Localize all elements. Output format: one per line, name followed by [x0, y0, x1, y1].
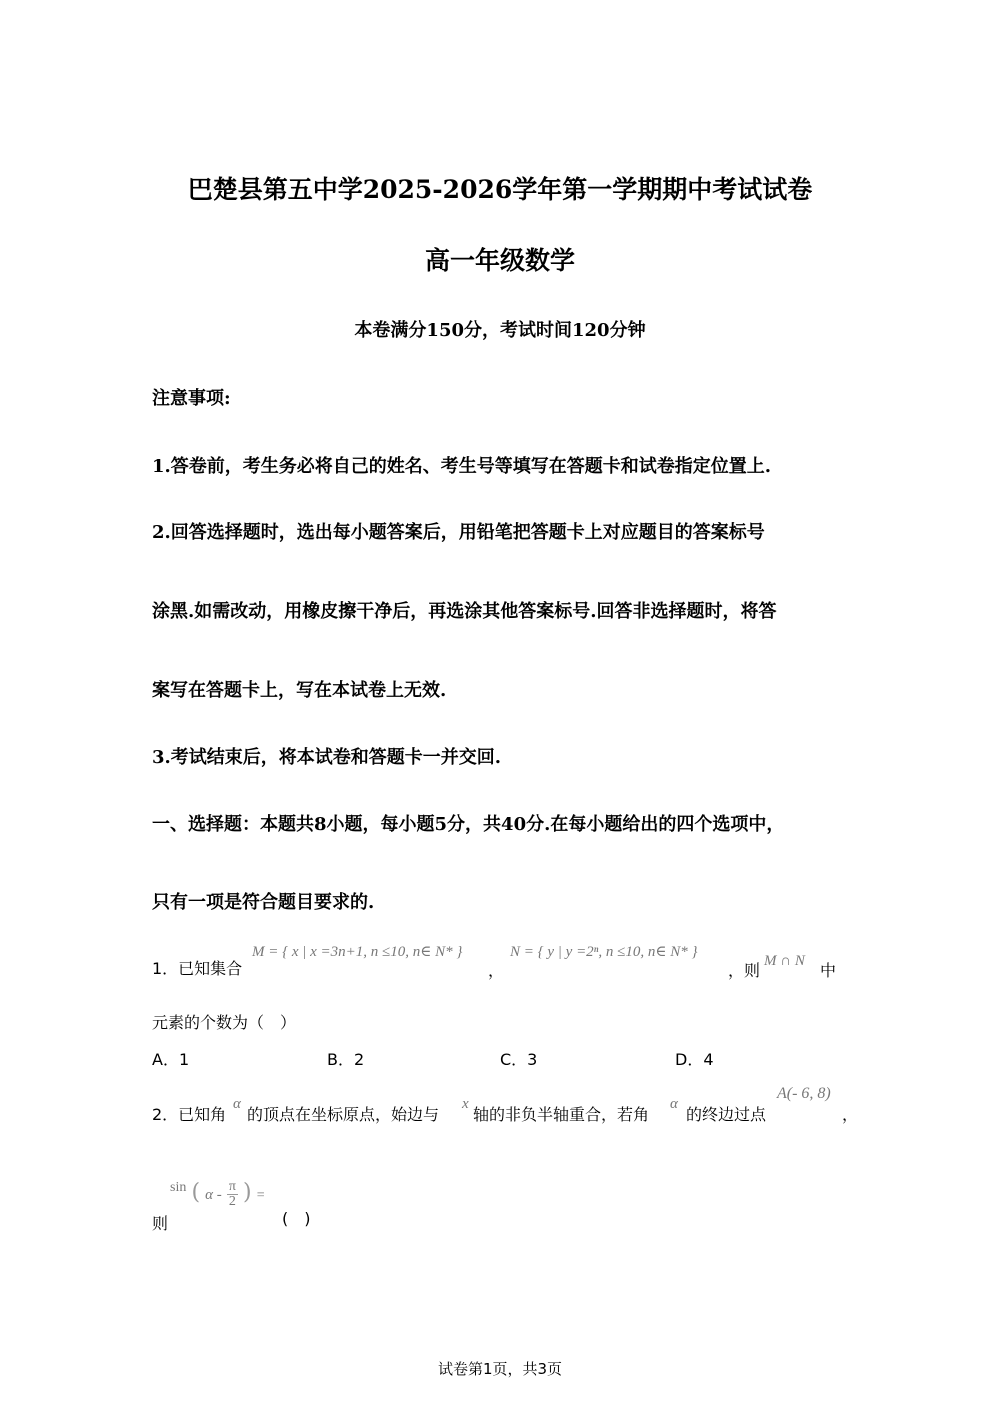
section-1-heading-line-2: 只有一项是符合题目要求的. [152, 892, 375, 913]
q1-zhong: 中 [820, 961, 837, 980]
page-footer: 试卷第1页，共3页 [437, 1360, 563, 1378]
q1-option-c: C．3 [500, 1050, 538, 1069]
q2-text-2: 轴的非负半轴重合，若角 [473, 1105, 650, 1124]
q2-answer-paren: ( ) [282, 1209, 311, 1228]
notice-item-2-line-1: 2.回答选择题时，选出每小题答案后，用铅笔把答题卡上对应题目的答案标号 [152, 522, 765, 543]
notice-item-2-line-2: 涂黑.如需改动，用橡皮擦干净后，再选涂其他答案标号.回答非选择题时，将答 [152, 601, 777, 622]
q2-ze: 则 [152, 1214, 169, 1233]
q2-text-3: 的终边过点 [686, 1105, 767, 1124]
q2-pi-over-two [227, 1180, 238, 1209]
exam-title: 巴楚县第五中学2025-2026学年第一学期期中考试试卷 [187, 175, 813, 204]
q2-alpha-2: α [670, 1096, 678, 1112]
q2-pi: π [228, 1179, 236, 1194]
q1-set-n: N = { y | y =2ⁿ, n ≤10, n∈ N* } [510, 944, 698, 960]
q1-then: ，则 [728, 961, 761, 980]
q2-two: 2 [228, 1194, 236, 1209]
notice-heading: 注意事项: [152, 388, 231, 409]
notice-item-1: 1.答卷前，考生务必将自己的姓名、考生号等填写在答题卡和试卷指定位置上. [152, 456, 772, 477]
q2-alpha-minus: α - [205, 1187, 222, 1203]
q2-equals: = [256, 1188, 265, 1203]
q1-option-d: D．4 [675, 1050, 714, 1069]
q2-alpha: α [233, 1096, 241, 1112]
notice-item-2-line-3: 案写在答题卡上，写在本试卷上无效. [152, 680, 447, 701]
exam-info: 本卷满分150分，考试时间120分钟 [354, 320, 646, 341]
q1-prefix: 1．已知集合 [152, 959, 243, 978]
q1-option-a: A．1 [152, 1050, 190, 1069]
q1-comma: ， [488, 961, 505, 980]
section-1-heading-line-1: 一、选择题：本题共8小题，每小题5分，共40分.在每小题给出的四个选项中， [152, 814, 785, 835]
exam-subtitle: 高一年级数学 [424, 246, 575, 275]
q1-set-m: M = { x | x =3n+1, n ≤10, n∈ N* } [252, 944, 463, 960]
q2-point: A(- 6, 8) [777, 1085, 831, 1102]
q1-option-b: B．2 [327, 1050, 365, 1069]
q2-sin: sin [170, 1180, 187, 1195]
q2-comma: ， [842, 1105, 859, 1124]
q2-expression [170, 1180, 265, 1209]
q1-intersection: M ∩ N [764, 953, 805, 969]
notice-item-3: 3.考试结束后，将本试卷和答题卡一并交回. [152, 747, 502, 768]
q2-left-paren: ( [191, 1180, 201, 1205]
q2-text-1: 的顶点在坐标原点，始边与 [247, 1105, 440, 1124]
q2-prefix: 2．已知角 [152, 1105, 227, 1124]
q1-line-2: 元素的个数为（ ） [152, 1013, 297, 1032]
q2-x: x [462, 1096, 469, 1112]
q2-right-paren: ) [243, 1180, 252, 1205]
